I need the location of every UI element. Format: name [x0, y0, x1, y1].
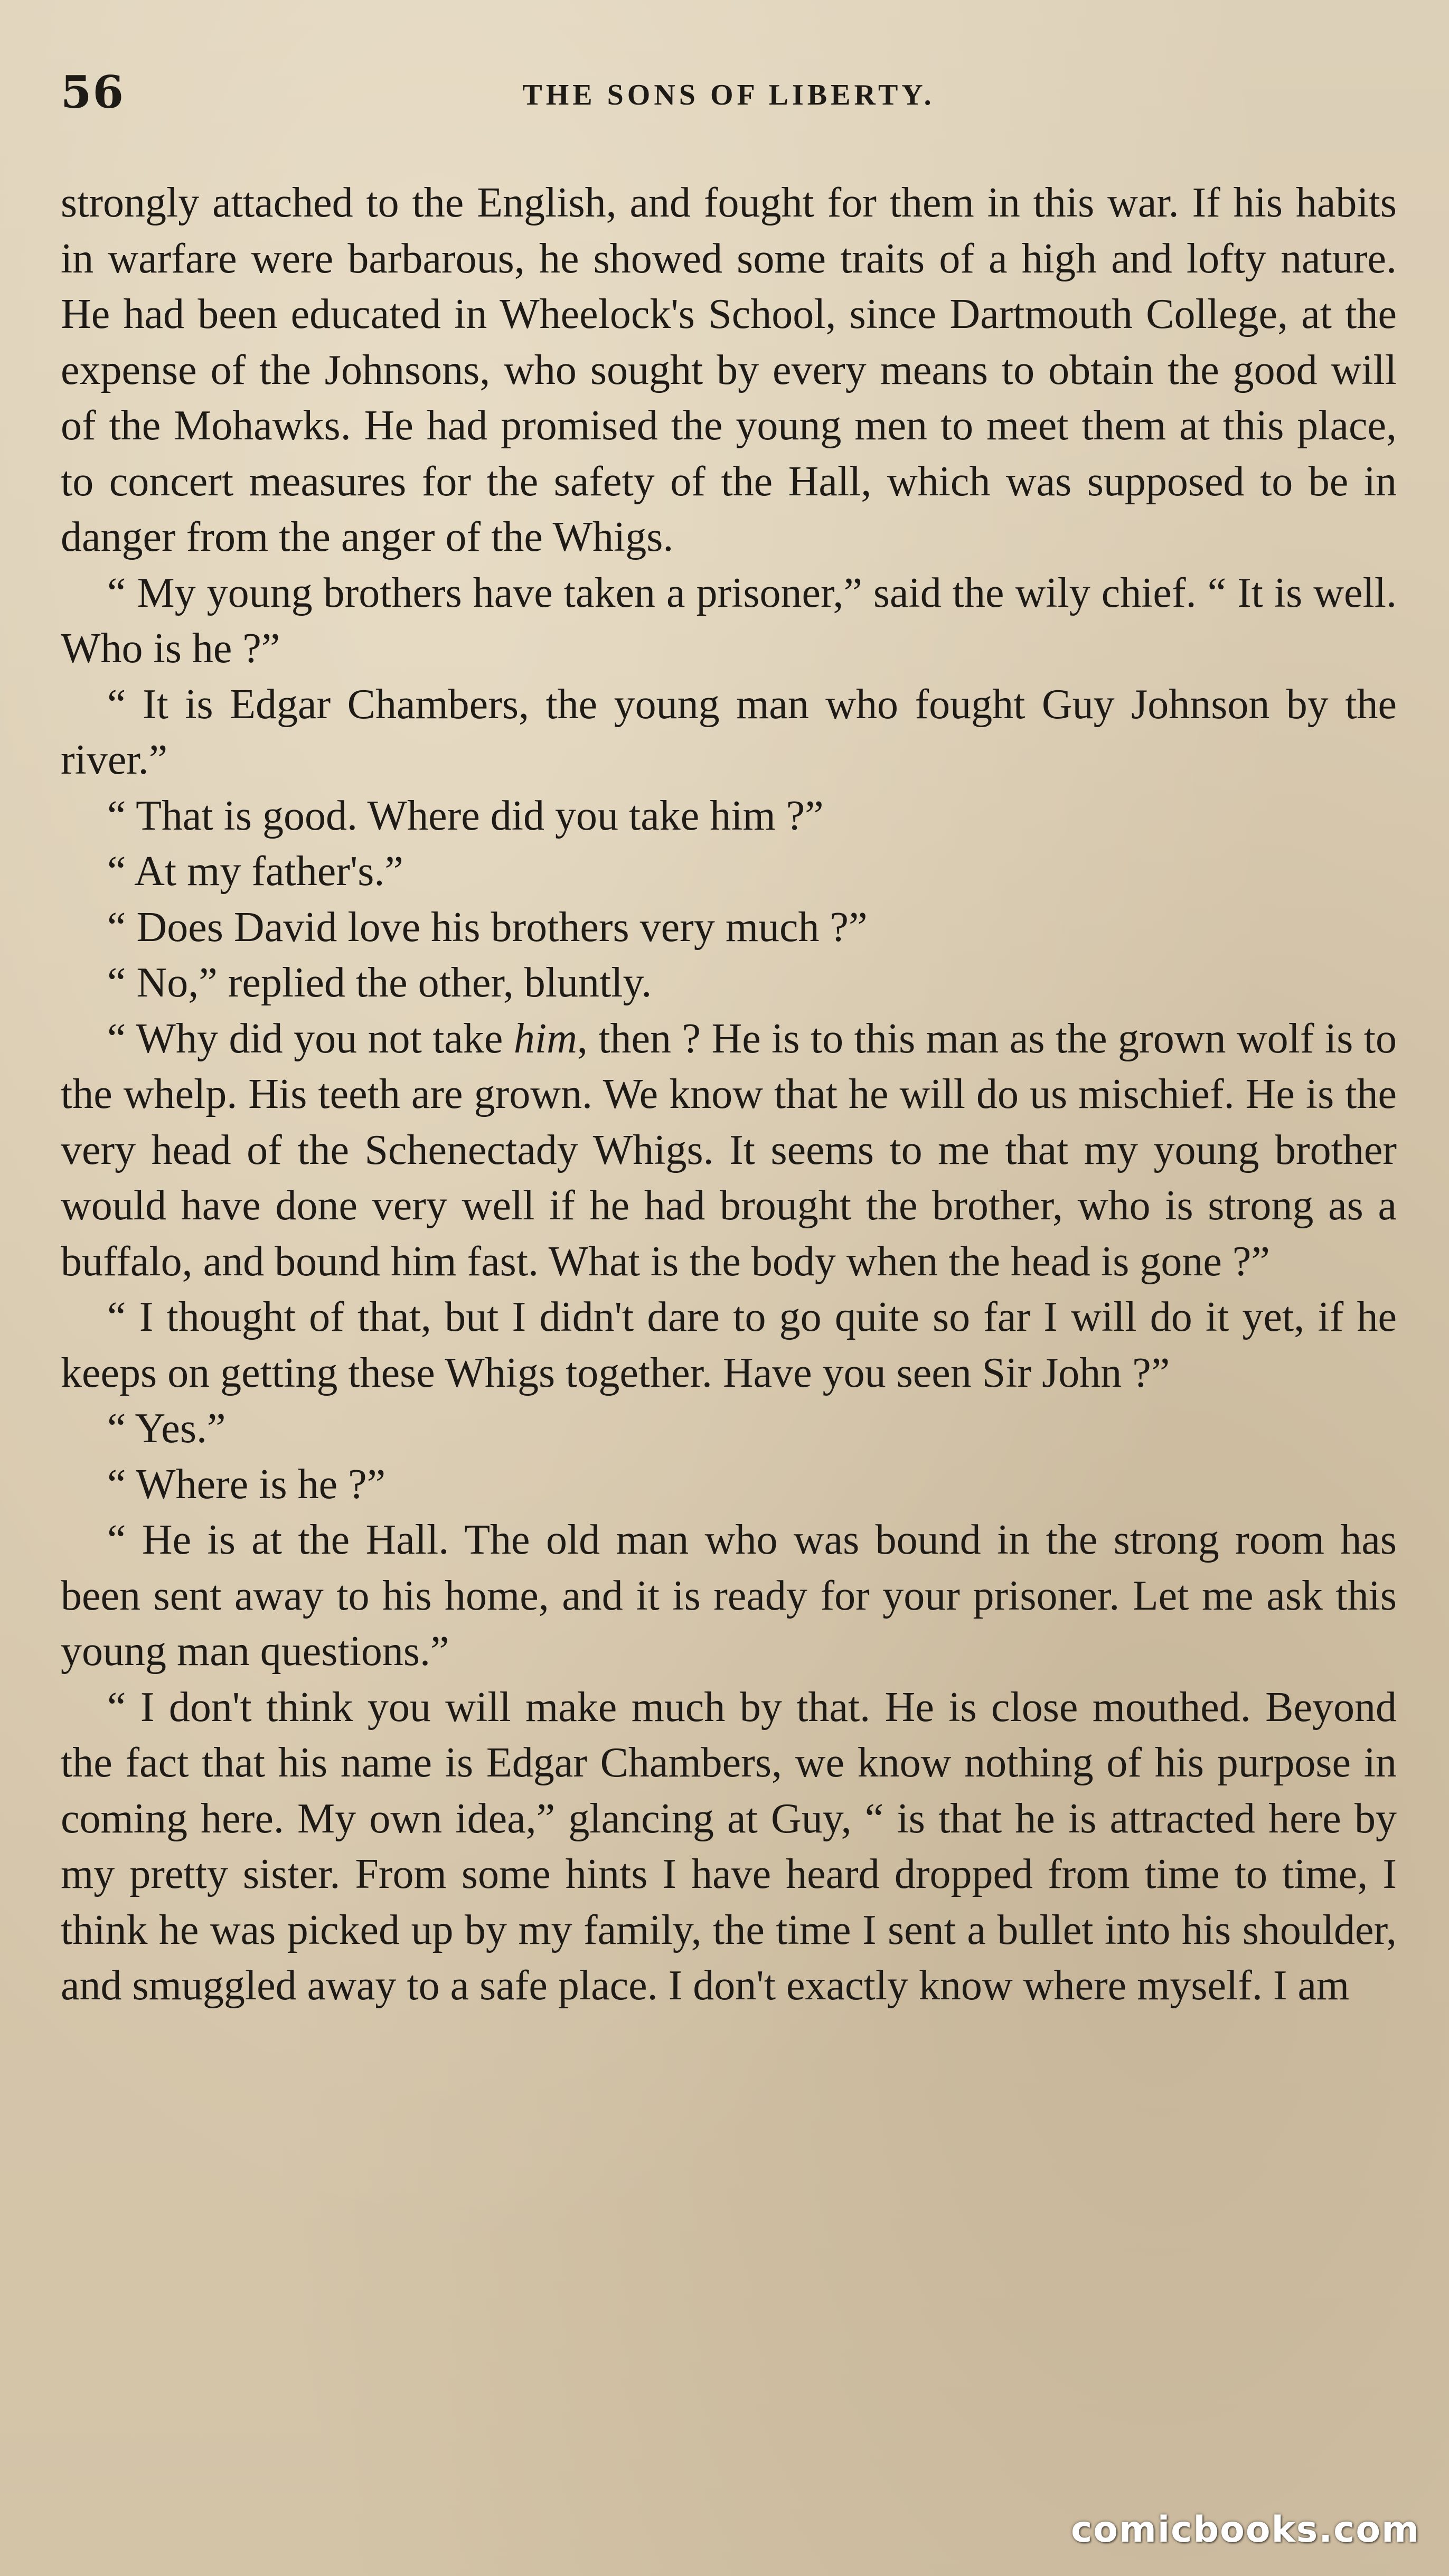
paragraph-text: “ Yes.”: [107, 1405, 226, 1452]
paragraph: [61, 1011, 1397, 1290]
page-number: 56: [61, 66, 125, 118]
paragraph-text: , then ? He is to this man as the grown wolf is to the whelp. His teeth are grown. We know that he will do us mischief. He is the very head of the Schenectady Whigs. It seems to me that my young brother would have done very well if he had brought the brother, who is strong as a buffalo, and bound him fast. What is the body when the head is gone ?”: [61, 1015, 1397, 1285]
paragraph: [61, 844, 1397, 900]
paragraph: [61, 788, 1397, 844]
italic-text: him: [513, 1015, 577, 1062]
paragraph-text: “ Does David love his brothers very much ?”: [107, 904, 868, 951]
paragraph: [61, 175, 1397, 566]
body-text: [61, 175, 1397, 2014]
paragraph: [61, 1401, 1397, 1457]
paragraph-text: “ It is Edgar Chambers, the young man who fought Guy Johnson by the river.”: [61, 681, 1397, 783]
site-watermark: comicbooks.com: [1070, 2509, 1420, 2551]
paragraph-text: “ I thought of that, but I didn't dare to go quite so far I will do it yet, if he keeps on getting these Whigs together. Have you seen Sir John ?”: [61, 1294, 1397, 1396]
paragraph: [61, 677, 1397, 788]
paragraph-text: “ No,” replied the other, bluntly.: [107, 960, 652, 1006]
paragraph: [61, 900, 1397, 956]
paragraph-text: “ Where is he ?”: [107, 1461, 386, 1508]
paragraph: [61, 1290, 1397, 1401]
paragraph-text: “ That is good. Where did you take him ?”: [107, 792, 824, 839]
paragraph-text: “ At my father's.”: [107, 848, 403, 895]
paragraph-text: “ My young brothers have taken a prisoner,” said the wily chief. “ It is well. Who is he ?”: [61, 569, 1397, 672]
running-title: THE SONS OF LIBERTY.: [522, 79, 935, 111]
paragraph: [61, 566, 1397, 677]
paragraph-text: strongly attached to the English, and fought for them in this war. If his habits in warfare were barbarous, he showed some traits of a high and lofty nature. He had been educated in Wheelock's School, since Dartmouth College, at the expense of the Johnsons, who sought by every means to obtain the good will of the Mohawks. He had promised the young men to meet them at this place, to concert measures for the safety of the Hall, which was supposed to be in danger from the anger of the Whigs.: [61, 180, 1397, 560]
page-header: [61, 63, 1397, 121]
paragraph: [61, 955, 1397, 1011]
paragraph-text: “ Why did you not take: [107, 1015, 514, 1062]
paragraph: [61, 1680, 1397, 2014]
paragraph: [61, 1512, 1397, 1680]
paragraph-text: “ I don't think you will make much by that. He is close mouthed. Beyond the fact that his name is Edgar Chambers, we know nothing of his purpose in coming here. My own idea,” glancing at Guy, “ is that he is attracted here by my pretty sister. From some hints I have heard dropped from time to time, I think he was picked up by my family, the time I sent a bullet into his shoulder, and smuggled away to a safe place. I don't exactly know where myself. I am: [61, 1684, 1397, 2009]
paragraph-text: “ He is at the Hall. The old man who was bound in the strong room has been sent away to his home, and it is ready for your prisoner. Let me ask this young man questions.”: [61, 1517, 1397, 1675]
paragraph: [61, 1457, 1397, 1513]
